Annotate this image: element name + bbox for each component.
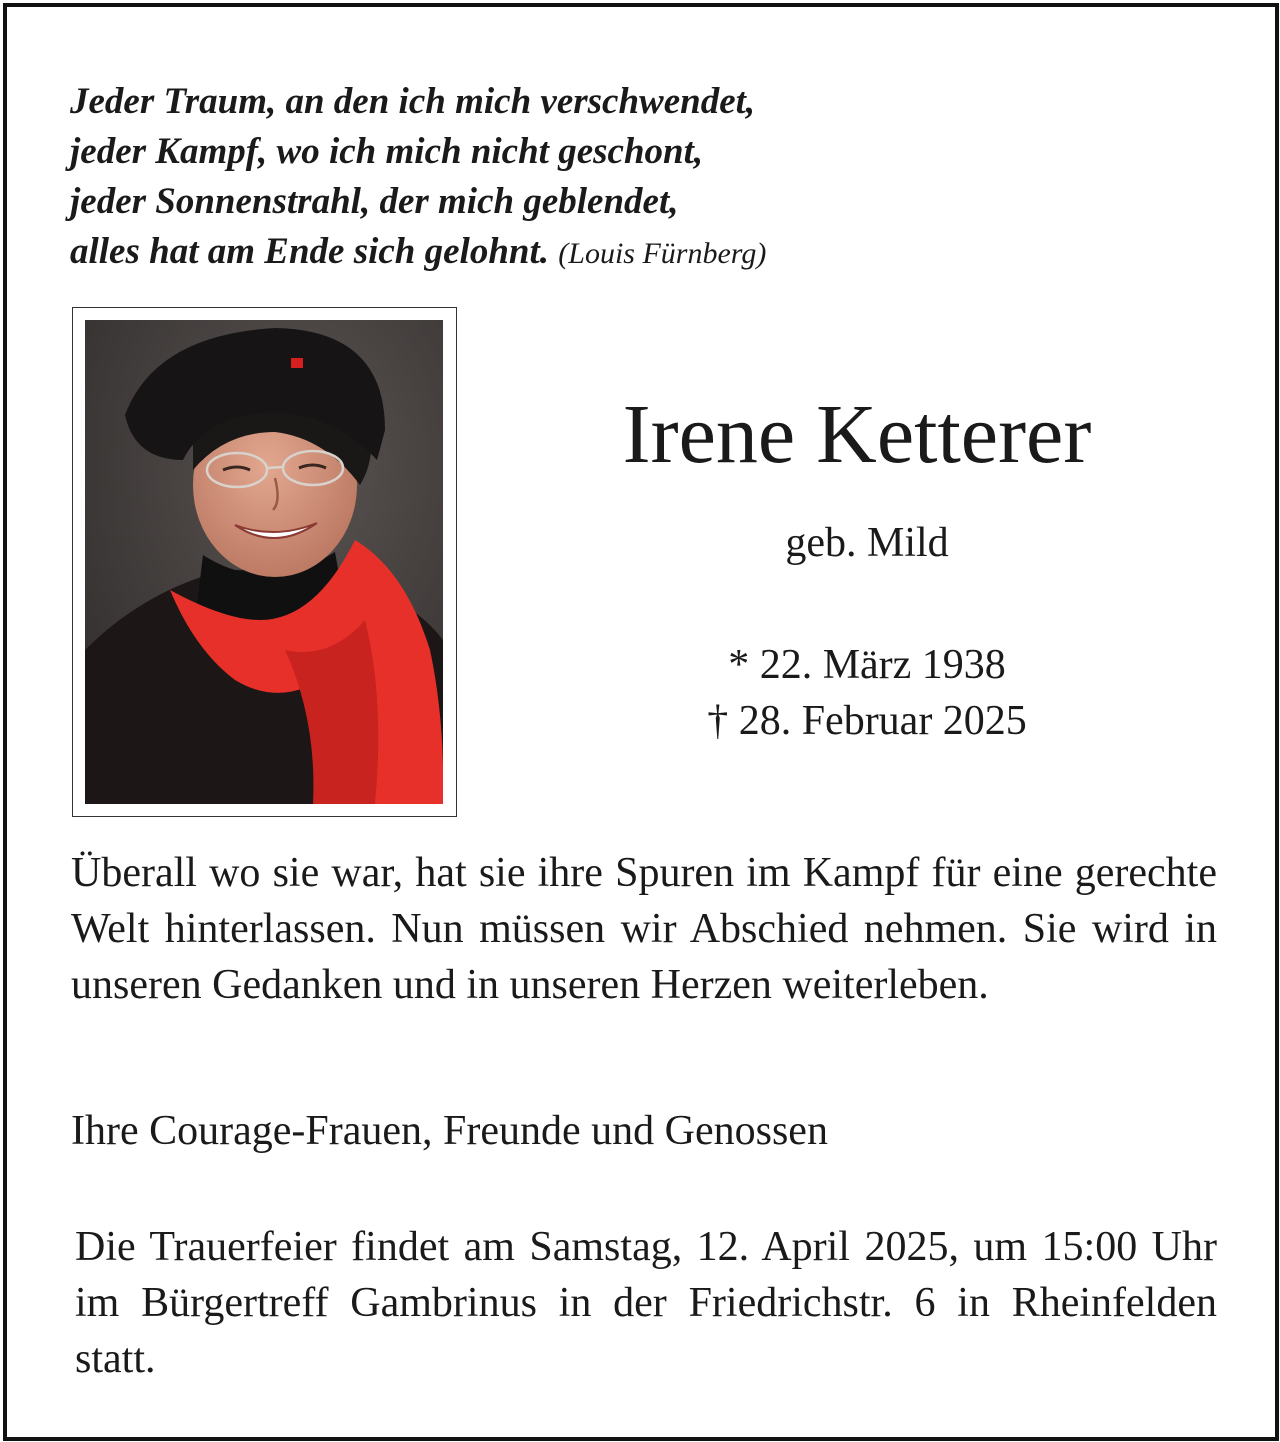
signature-text: Ihre Courage-Frauen, Freunde und Genossen xyxy=(71,1108,828,1154)
life-dates xyxy=(567,637,1167,749)
birth-date: * 22. März 1938 xyxy=(728,642,1006,688)
poem-line: jeder Sonnenstrahl, der mich geblendet, xyxy=(70,181,679,222)
poem-line: Jeder Traum, an den ich mich verschwendet, xyxy=(70,81,756,122)
deceased-name: Irene Ketterer xyxy=(622,388,1092,481)
portrait-photo xyxy=(85,320,443,804)
poem-line-text: alles hat am Ende sich gelohnt. xyxy=(70,231,550,272)
obituary-frame xyxy=(3,3,1279,1441)
poem-author: (Louis Fürnberg) xyxy=(558,237,767,270)
poem-line-last xyxy=(70,227,1170,279)
tribute-text: Überall wo sie war, hat sie ihre Spuren im Kampf für eine gerechte Welt hinterlassen. Nun müssen wir Abschied nehmen. Sie wird in unseren Gedanken und in unseren Herzen weiterleben. xyxy=(71,850,1217,1008)
portrait-illustration xyxy=(85,320,443,804)
funeral-notice: Die Trauerfeier findet am Samstag, 12. April 2025, um 15:00 Uhr im Bürgertreff Gambrinus in der Friedrichstr. 6 in Rheinfelden statt. xyxy=(75,1224,1217,1382)
poem-quote xyxy=(70,77,1170,279)
maiden-name: geb. Mild xyxy=(785,520,949,566)
death-date: † 28. Februar 2025 xyxy=(707,698,1027,744)
portrait-frame xyxy=(72,307,457,817)
poem-line: jeder Kampf, wo ich mich nicht geschont, xyxy=(70,131,704,172)
